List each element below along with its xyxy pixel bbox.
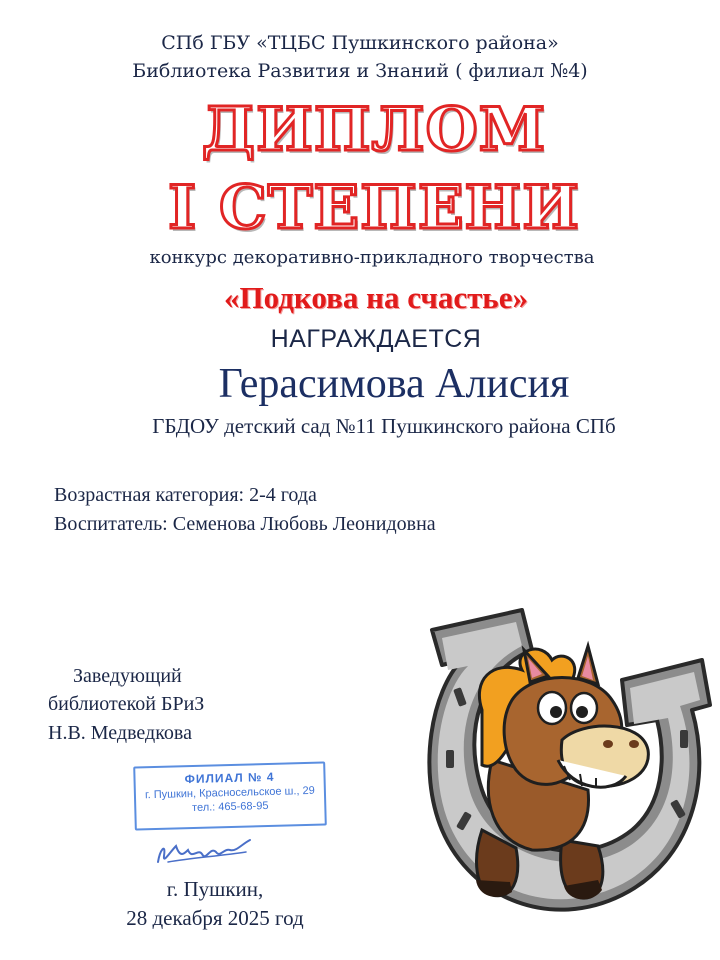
- org-line-1: СПб ГБУ «ТЦБС Пушкинского района»: [161, 32, 559, 54]
- age-category: Возрастная категория: 2-4 года: [54, 484, 317, 506]
- recipient-institution: ГБДОУ детский сад №11 Пушкинского района СПб: [152, 414, 616, 438]
- teacher: Воспитатель: Семенова Любовь Леонидовна: [54, 513, 436, 535]
- date: 28 декабря 2025 год: [126, 906, 304, 930]
- recipient-name: Герасимова Алисия: [218, 361, 570, 407]
- stamp-line-2: г. Пушкин, Красносельское ш., 29: [144, 784, 315, 802]
- contest-name: «Подкова на счастье»: [224, 280, 528, 315]
- library-stamp: [133, 761, 327, 830]
- stamp-line-3: тел.: 465-68-95: [191, 799, 269, 814]
- org-line-2: Библиотека Развития и Знаний ( филиал №4): [132, 60, 588, 82]
- signer-role-1: Заведующий: [73, 665, 182, 687]
- diploma-degree: I СТЕПЕНИ: [168, 173, 580, 243]
- contest-description: конкурс декоративно-прикладного творчества: [149, 247, 595, 268]
- signer-role-2: библиотекой БРиЗ: [48, 693, 205, 715]
- signature-icon: [150, 832, 260, 872]
- signer-name: Н.В. Медведкова: [48, 722, 192, 744]
- stamp-line-1: ФИЛИАЛ № 4: [184, 769, 275, 787]
- horse-in-horseshoe-icon: [412, 590, 712, 920]
- diploma-title: ДИПЛОМ: [201, 95, 547, 165]
- awarded-label: НАГРАЖДАЕТСЯ: [270, 325, 482, 353]
- city: г. Пушкин,: [166, 877, 264, 901]
